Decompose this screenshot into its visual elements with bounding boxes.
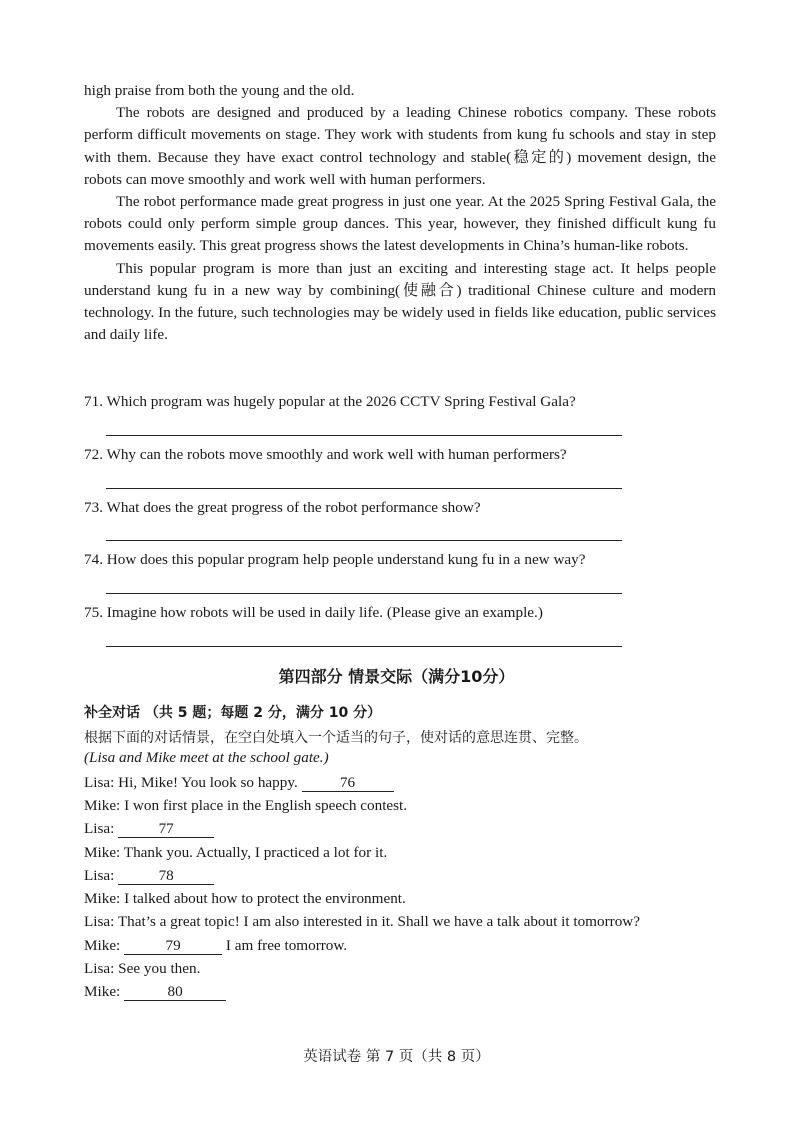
question-72: 72. Why can the robots move smoothly and work well with human performers? <box>84 446 567 463</box>
passage-paragraph: This popular program is more than just an exciting and interesting stage act. It helps people understand kung fu in a new way by combining(使融合) traditional Chinese culture and modern technology. In the future, such technologies may be widely used in fields like education, public services and daily life. <box>84 259 716 344</box>
answer-line-72[interactable] <box>106 488 622 489</box>
blank-80[interactable]: 80 <box>124 984 226 1001</box>
dialogue-text: Lisa: <box>84 820 119 837</box>
dialogue-text: Mike: I won first place in the English speech contest. <box>84 797 408 814</box>
section-subtitle: 补全对话 （共 5 题；每题 2 分，满分 10 分） <box>84 705 382 721</box>
dialogue-text: Mike: <box>84 983 125 1000</box>
dialogue-line <box>84 982 226 1002</box>
dialogue-text: Mike: <box>84 937 125 954</box>
question-74: 74. How does this popular program help people understand kung fu in a new way? <box>84 551 586 568</box>
passage-paragraph: The robots are designed and produced by a leading Chinese robotics company. These robots perform difficult movements on stage. They work with students from kung fu schools and stay in step with them. Because they have exact control technology and stable(稳定的) movement design, the robots can move smoothly and work well with human performers. <box>84 104 716 188</box>
dialogue-line <box>84 889 406 909</box>
dialogue-text: Lisa: See you then. <box>84 960 201 977</box>
dialogue-text: Lisa: Hi, Mike! You look so happy. <box>84 774 302 791</box>
dialogue-line <box>84 866 214 886</box>
dialogue-text: Mike: I talked about how to protect the environment. <box>84 890 406 907</box>
dialogue-scene: (Lisa and Mike meet at the school gate.) <box>84 749 329 766</box>
section-title: 第四部分 情景交际（满分10分） <box>278 667 515 686</box>
reading-passage <box>84 80 716 346</box>
dialogue-line <box>84 936 347 956</box>
dialogue-text: Mike: Thank you. Actually, I practiced a lot for it. <box>84 844 388 861</box>
dialogue-text: I am free tomorrow. <box>222 937 348 954</box>
page-footer: 英语试卷 第 7 页（共 8 页） <box>303 1049 490 1065</box>
blank-78[interactable]: 78 <box>118 868 214 885</box>
question-71: 71. Which program was hugely popular at the 2026 CCTV Spring Festival Gala? <box>84 393 576 410</box>
dialogue-line <box>84 773 394 793</box>
blank-76[interactable]: 76 <box>302 775 394 792</box>
dialogue-text: Lisa: <box>84 867 119 884</box>
answer-line-75[interactable] <box>106 646 622 647</box>
dialogue-line <box>84 819 214 839</box>
passage-paragraph: high praise from both the young and the old. <box>84 82 355 99</box>
blank-77[interactable]: 77 <box>118 821 214 838</box>
passage-paragraph: The robot performance made great progress in just one year. At the 2025 Spring Festival Gala, the robots could only perform simple group dances. This year, however, they finished difficult kung fu movements easily. This great progress shows the latest developments in China’s human-like robots. <box>84 193 716 255</box>
answer-line-71[interactable] <box>106 435 622 436</box>
question-75: 75. Imagine how robots will be used in daily life. (Please give an example.) <box>84 604 543 621</box>
answer-line-74[interactable] <box>106 593 622 594</box>
dialogue-line <box>84 912 640 932</box>
answer-line-73[interactable] <box>106 540 622 541</box>
section-instruction: 根据下面的对话情景，在空白处填入一个适当的句子，使对话的意思连贯、完整。 <box>84 730 588 746</box>
dialogue-line <box>84 959 200 979</box>
blank-79[interactable]: 79 <box>124 938 222 955</box>
dialogue-text: Lisa: That’s a great topic! I am also interested in it. Shall we have a talk about it tomorrow? <box>84 913 641 930</box>
dialogue-line <box>84 796 407 816</box>
question-73: 73. What does the great progress of the robot performance show? <box>84 499 481 516</box>
dialogue-line <box>84 843 387 863</box>
